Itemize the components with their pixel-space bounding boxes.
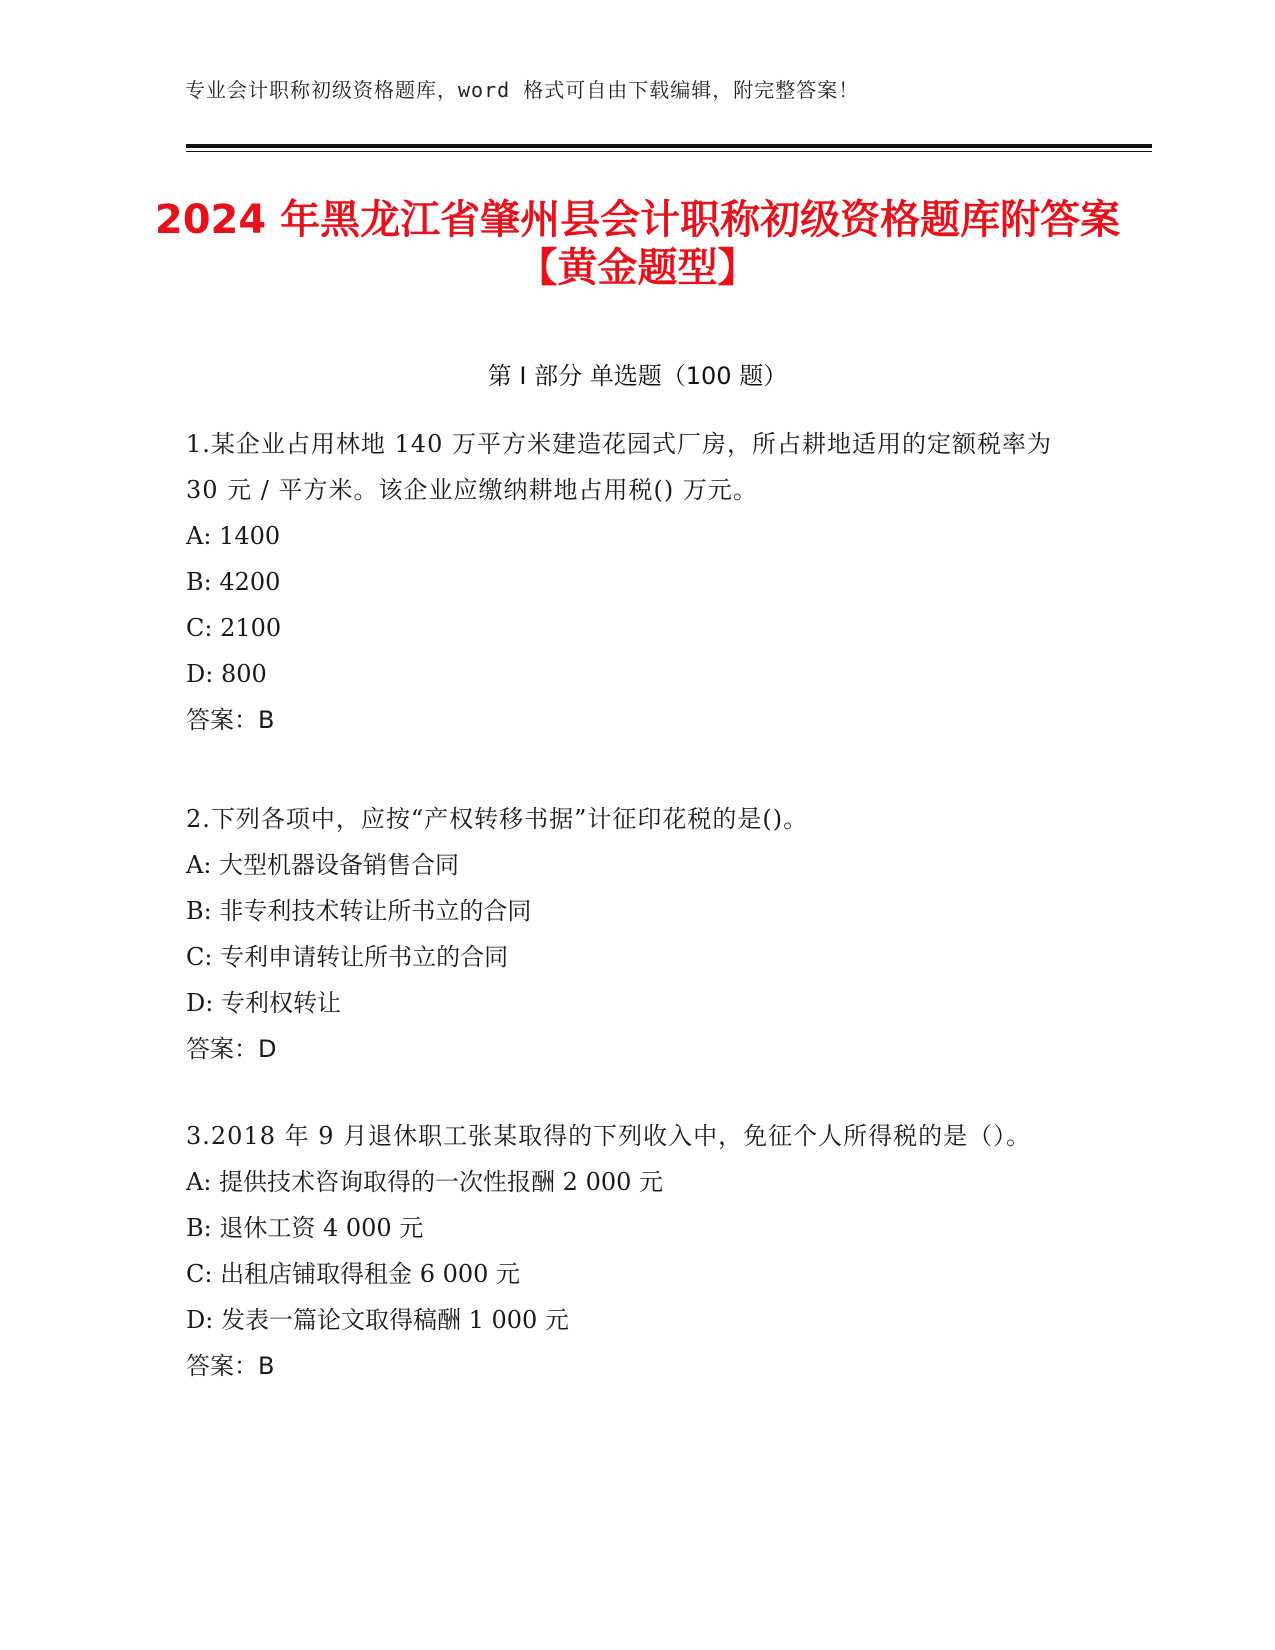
option-b: B: 4200 (186, 568, 281, 596)
option-b: B: 退休工资 4 000 元 (186, 1214, 424, 1242)
question-3 (186, 1113, 1086, 1389)
question-1 (186, 421, 1086, 743)
option-d: D: 800 (186, 660, 267, 688)
option-c: C: 专利申请转让所书立的合同 (186, 943, 509, 971)
option-c: C: 2100 (186, 614, 282, 642)
question-stem: 1.某企业占用林地 140 万平方米建造花园式厂房，所占耕地适用的定额税率为 30 元 / 平方米。该企业应缴纳耕地占用税() 万元。 (186, 430, 1052, 504)
header-rule-thin (186, 151, 1152, 152)
option-d: D: 专利权转让 (186, 989, 341, 1017)
header-rule-thick (186, 144, 1152, 148)
section-heading: 第 I 部分 单选题（100 题） (487, 362, 788, 390)
answer: 答案：B (186, 1352, 275, 1380)
document-title: 2024 年黑龙江省肇州县会计职称初级资格题库附答案【黄金题型】 (154, 197, 1121, 291)
option-a: A: 大型机器设备销售合同 (186, 851, 460, 879)
question-stem: 2.下列各项中，应按“产权转移书据”计征印花税的是()。 (186, 805, 809, 833)
option-d: D: 发表一篇论文取得稿酬 1 000 元 (186, 1306, 569, 1334)
option-c: C: 出租店铺取得租金 6 000 元 (186, 1260, 521, 1288)
option-a: A: 提供技术咨询取得的一次性报酬 2 000 元 (186, 1168, 664, 1196)
question-2 (186, 796, 1086, 1072)
question-stem: 3.2018 年 9 月退休职工张某取得的下列收入中，免征个人所得税的是（）。 (186, 1122, 1032, 1150)
option-a: A: 1400 (186, 522, 281, 550)
option-b: B: 非专利技术转让所书立的合同 (186, 897, 532, 925)
header-note: 专业会计职称初级资格题库，word 格式可自由下载编辑，附完整答案！ (185, 78, 860, 102)
answer: 答案：B (186, 706, 275, 734)
answer: 答案：D (186, 1035, 277, 1063)
